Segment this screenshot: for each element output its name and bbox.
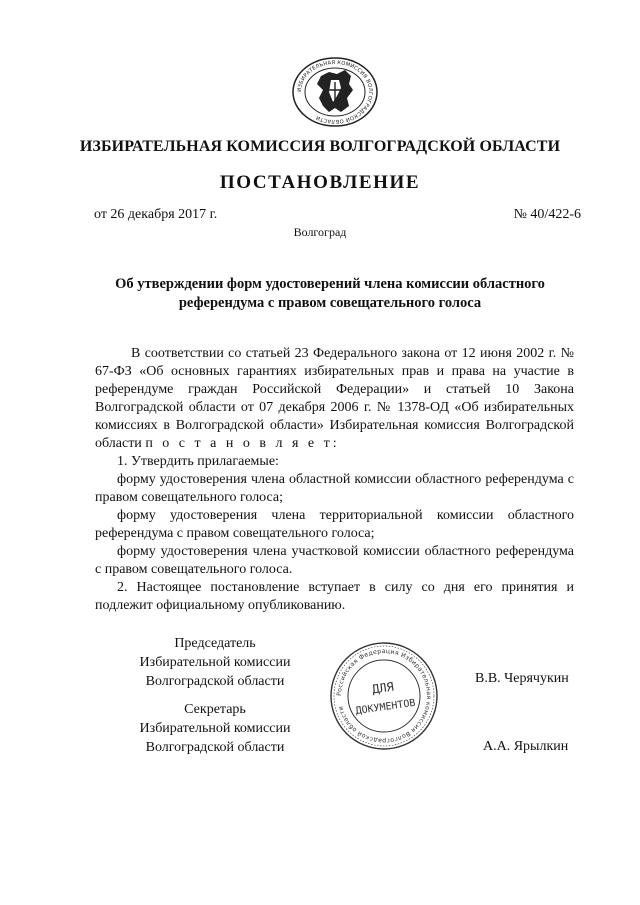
preamble-paragraph — [95, 345, 574, 453]
chair-signature-block — [100, 634, 330, 691]
secretary-position: Секретарь — [184, 702, 246, 717]
round-seal-icon — [328, 640, 440, 752]
svg-text:Российская Федерация Избирател: Российская Федерация Избирательная комиссия Волгоградской области — [335, 647, 433, 745]
svg-text:ИЗБИРАТЕЛЬНАЯ КОМИССИЯ ВОЛГОГР: ИЗБИРАТЕЛЬНАЯ КОМИССИЯ ВОЛГОГРАДСКОЙ ОБЛАСТИ — [296, 59, 374, 125]
svg-text:ДОКУМЕНТОВ: ДОКУМЕНТОВ — [355, 697, 417, 718]
secretary-region: Волгоградской области — [145, 740, 285, 755]
form-paragraph: форму удостоверения члена территориальной комиссии областного референдума с правом совещательного голоса; — [95, 508, 574, 541]
document-type-heading: ПОСТАНОВЛЕНИЕ — [219, 172, 421, 193]
subject-line: Об утверждении форм удостоверений члена комиссии областного — [115, 276, 545, 292]
form-paragraph: форму удостоверения члена участковой комиссии областного референдума с правом совещательного голоса. — [95, 544, 574, 577]
chair-name: В.В. Черячукин — [475, 671, 569, 686]
chair-position: Председатель — [174, 636, 256, 651]
item-paragraph: 1. Утвердить прилагаемые: — [117, 454, 279, 469]
document-number: № 40/422-6 — [513, 207, 581, 222]
form-paragraph: форму удостоверения члена областной комиссии областного референдума с правом совещательного голоса; — [95, 472, 574, 505]
chair-region: Волгоградской области — [145, 674, 285, 689]
organization-title: ИЗБИРАТЕЛЬНАЯ КОМИССИЯ ВОЛГОГРАДСКОЙ ОБЛАСТИ — [79, 138, 561, 155]
secretary-signature-block — [100, 700, 330, 757]
document-date: от 26 декабря 2017 г. — [94, 207, 218, 222]
secretary-name: А.А. Ярылкин — [483, 739, 569, 754]
subject-line: референдума с правом совещательного голоса — [178, 295, 482, 311]
document-subject — [80, 275, 580, 313]
document-city: Волгоград — [293, 225, 347, 239]
chair-organization: Избирательной комиссии — [139, 655, 291, 670]
regional-emblem-icon — [291, 56, 379, 128]
svg-text:ДЛЯ: ДЛЯ — [371, 679, 395, 697]
preamble-text: В соответствии со статьей 23 Федерального закона от 12 июня 2002 г. № 67-ФЗ «Об основных гарантиях избирательных прав и права на участие в референдуме граждан Российской Федерации» и статьей 10 Закона Волгоградской области от 07 декабря 2006 г. № 1378-ОД «Об избирательных комиссиях в Волгоградской области» Избирательная комиссия Волгоградской области — [95, 346, 574, 451]
resolves-word: п о с т а н о в л я е т: — [145, 436, 340, 451]
secretary-organization: Избирательной комиссии — [139, 721, 291, 736]
document-body — [95, 345, 574, 615]
item-paragraph: 2. Настоящее постановление вступает в силу со дня его принятия и подлежит официальному опубликованию. — [95, 580, 574, 613]
